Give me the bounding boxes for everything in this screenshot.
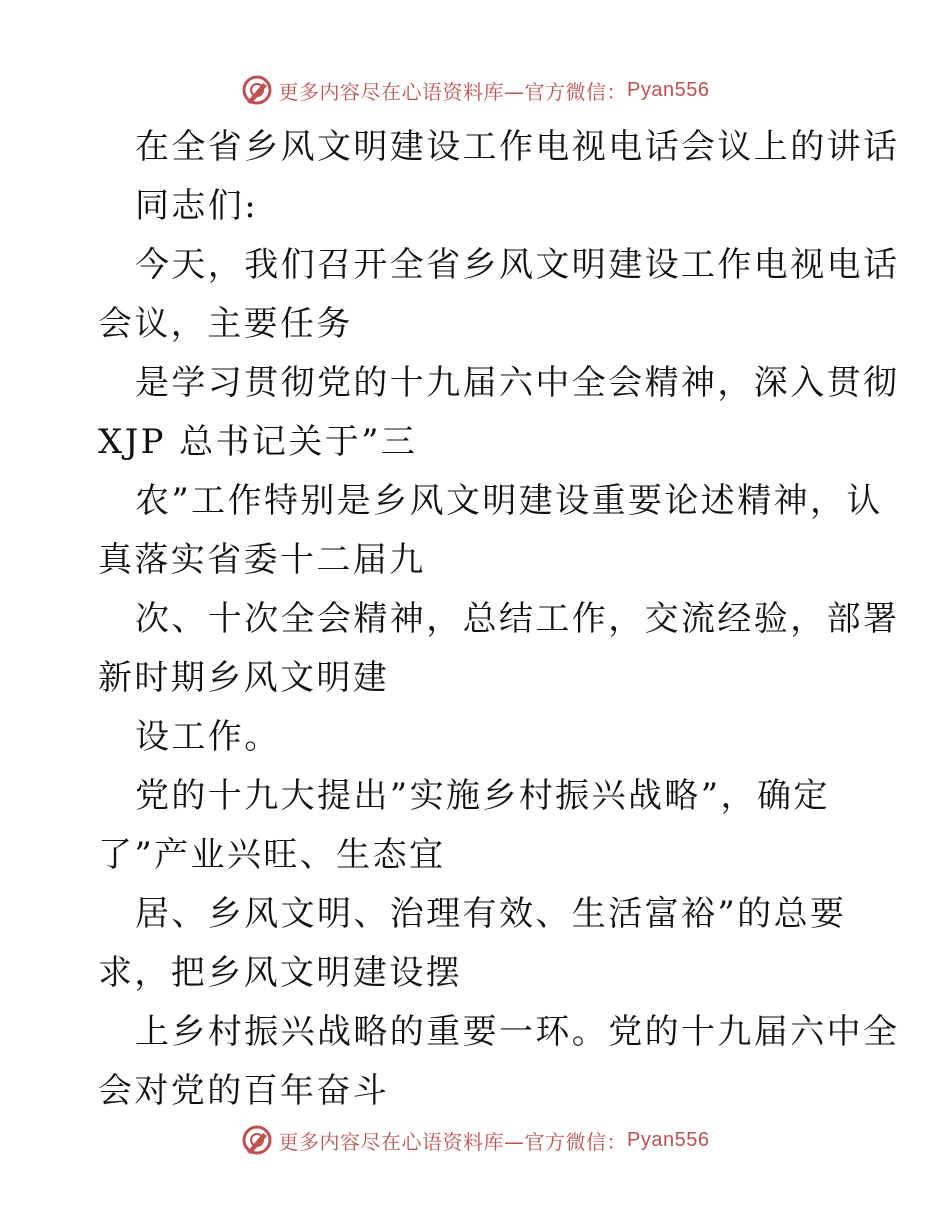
paragraph-line: 今天，我们召开全省乡风文明建设工作电视电话 [135,245,900,285]
footer-watermark [0,1120,950,1160]
paragraph-line: 上乡村振兴战略的重要一环。党的十九届六中全 [135,1012,900,1052]
watermark-text: 更多内容尽在心语资料库—官方微信： [278,79,628,104]
watermark-text: 更多内容尽在心语资料库—官方微信： [278,1129,628,1154]
paragraph-line: 会议，主要任务 [98,304,353,344]
paragraph-line: XJP 总书记关于”三 [98,422,418,462]
paragraph-line: 是学习贯彻党的十九届六中全会精神，深入贯彻 [135,363,900,403]
watermark-wechat-id: Pyan556 [627,78,710,101]
paragraph-line: 农”工作特别是乡风文明建设重要论述精神，认 [135,481,883,521]
watermark-wechat-id: Pyan556 [627,1128,710,1151]
paragraph-line: 了”产业兴旺、生态宜 [98,835,446,875]
paragraph-line: 会对党的百年奋斗 [98,1071,390,1111]
paragraph-line: 新时期乡风文明建 [98,658,390,698]
pen-logo-icon [241,1124,273,1156]
paragraph-line: 设工作。 [135,717,281,757]
paragraph-line: 真落实省委十二届九 [98,540,426,580]
paragraph-line: 求，把乡风文明建设摆 [98,953,462,993]
paragraph-line: 居、乡风文明、治理有效、生活富裕”的总要 [135,894,847,934]
paragraph-line: 次、十次全会精神，总结工作，交流经验，部署 [135,599,900,639]
salutation: 同志们: [135,186,259,226]
paragraph-line: 党的十九大提出”实施乡村振兴战略”，确定 [135,776,830,816]
header-watermark [0,70,950,110]
doc-title: 在全省乡风文明建设工作电视电话会议上的讲话 [135,127,900,167]
pen-logo-icon [241,74,273,106]
